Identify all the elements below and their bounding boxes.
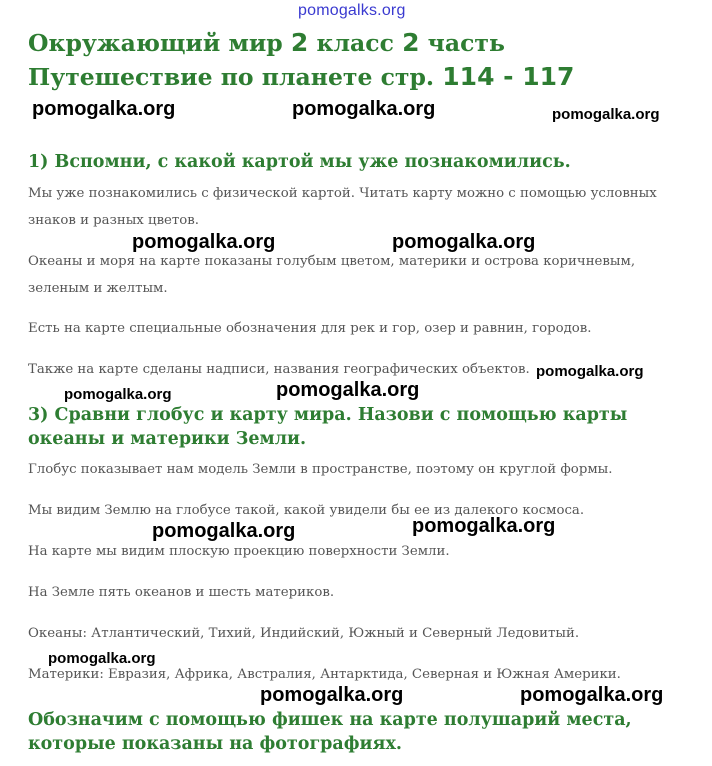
title-part2: класс xyxy=(308,29,403,57)
final-heading: Обозначим с помощью фишек на карте полушарий места, которые показаны на фотографиях. xyxy=(28,710,632,754)
title-part3: часть Путешествие по планете стр. xyxy=(28,29,505,91)
section1-paragraph: Также на карте сделаны надписи, названия географических объектов. xyxy=(28,362,530,377)
watermark: pomogalka.org xyxy=(392,231,536,253)
section3-paragraph: Океаны: Атлантический, Тихий, Индийский, Южный и Северный Ледовитый. xyxy=(28,626,580,641)
watermark: pomogalka.org xyxy=(520,684,664,706)
watermark: pomogalka.org xyxy=(536,363,644,380)
watermark: pomogalka.org xyxy=(132,231,276,253)
page-title xyxy=(28,26,688,94)
title-grade: 2 xyxy=(290,28,309,57)
watermark: pomogalka.org xyxy=(412,515,556,537)
section1-paragraph: Есть на карте специальные обозначения для рек и гор, озер и равнин, городов. xyxy=(28,321,592,336)
title-part-number: 2 xyxy=(402,28,420,57)
title-pages: 114 - 117 xyxy=(442,62,575,91)
section3-heading: 3) Сравни глобус и карту мира. Назови с помощью карты океаны и материки Земли. xyxy=(28,405,628,449)
section1-paragraph: Мы уже познакомились с физической картой. Читать карту можно с помощью условных знаков и разных цветов. xyxy=(28,186,657,228)
watermark: pomogalka.org xyxy=(64,386,172,403)
watermark: pomogalka.org xyxy=(48,650,156,667)
watermark: pomogalka.org xyxy=(260,684,404,706)
watermark: pomogalka.org xyxy=(32,98,176,120)
watermark: pomogalka.org xyxy=(276,379,420,401)
watermark: pomogalka.org xyxy=(552,106,660,123)
section3-paragraph: Мы видим Землю на глобусе такой, какой увидели бы ее из далекого космоса. xyxy=(28,503,585,518)
watermark: pomogalka.org xyxy=(152,520,296,542)
section3-paragraph: Материки: Евразия, Африка, Австралия, Антарктида, Северная и Южная Америки. xyxy=(28,667,621,682)
title-part1: Окружающий мир xyxy=(28,29,291,57)
site-watermark: pomogalks.org xyxy=(298,2,406,19)
section1-heading: 1) Вспомни, с какой картой мы уже познакомились. xyxy=(28,152,571,172)
section3-paragraph: На Земле пять океанов и шесть материков. xyxy=(28,585,335,600)
section1-paragraph: Океаны и моря на карте показаны голубым цветом, материки и острова коричневым, зеленым и желтым. xyxy=(28,254,636,296)
section3-paragraph: Глобус показывает нам модель Земли в пространстве, поэтому он круглой формы. xyxy=(28,462,613,477)
section3-paragraph: На карте мы видим плоскую проекцию поверхности Земли. xyxy=(28,544,450,559)
watermark: pomogalka.org xyxy=(292,98,436,120)
